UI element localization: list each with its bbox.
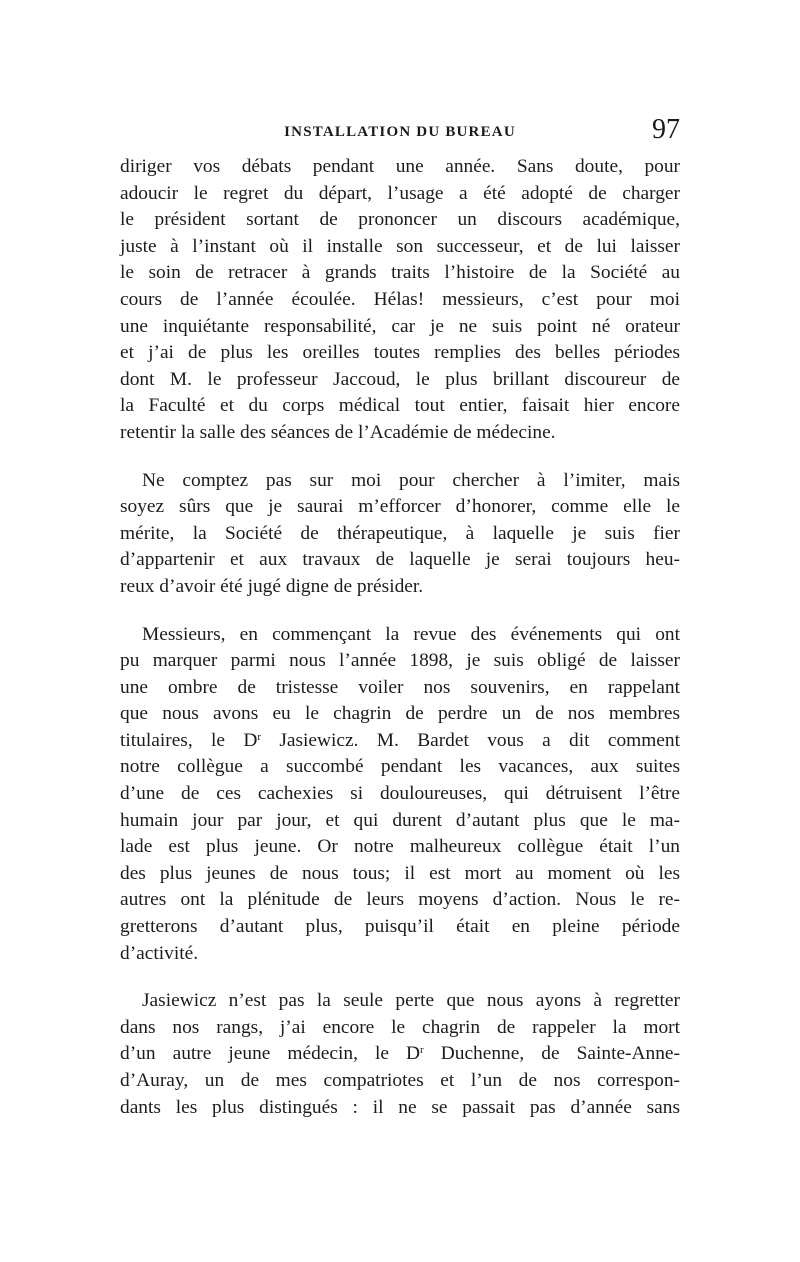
- text-line: que nous avons eu le chagrin de perdre un de nos membres: [120, 703, 680, 725]
- text-line: d’appartenir et aux travaux de laquelle je serai toujours heu-: [120, 549, 680, 571]
- text-line: soyez sûrs que je saurai m’efforcer d’honorer, comme elle le: [120, 496, 680, 518]
- superscript: r: [420, 1044, 424, 1057]
- text-line: reux d’avoir été jugé digne de présider.: [120, 575, 424, 597]
- text-line: des plus jeunes de nous tous; il est mort au moment où les: [120, 862, 680, 884]
- text-line: la Faculté et du corps médical tout entier, faisait hier encore: [120, 395, 680, 417]
- text-line: d’Auray, un de mes compatriotes et l’un de nos correspon-: [120, 1070, 680, 1091]
- text-line: autres ont la plénitude de leurs moyens d’action. Nous le re-: [120, 889, 680, 911]
- text-fragment: titulaires, le D: [120, 729, 258, 751]
- paragraph-3: [120, 622, 680, 968]
- text-line: une ombre de tristesse voiler nos souvenirs, en rappelant: [120, 676, 680, 698]
- text-line: pu marquer parmi nous l’année 1898, je suis obligé de laisser: [120, 650, 680, 672]
- text-line: d’une de ces cachexies si douloureuses, qui détruisent l’être: [120, 783, 680, 805]
- text-line: dants les plus distingués : il ne se passait pas d’année sans: [120, 1096, 680, 1118]
- text-line: juste à l’instant où il installe son successeur, et de lui laisser: [120, 235, 680, 257]
- text-line: le soin de retracer à grands traits l’histoire de la Société au: [120, 262, 680, 284]
- text-line: retentir la salle des séances de l’Académie de médecine.: [120, 421, 556, 443]
- text-line-with-superscript: [120, 1041, 680, 1068]
- text-line: diriger vos débats pendant une année. Sans doute, pour: [120, 156, 680, 177]
- page-number: 97: [652, 114, 680, 145]
- paragraph-4: [120, 988, 680, 1121]
- text-line: le président sortant de prononcer un discours académique,: [120, 209, 680, 231]
- superscript: r: [257, 730, 261, 743]
- text-line: cours de l’année écoulée. Hélas! messieurs, c’est pour moi: [120, 288, 680, 310]
- text-line: humain jour par jour, et qui durent d’autant plus que le ma-: [120, 809, 680, 831]
- text-line: Jasiewicz n’est pas la seule perte que nous ayons à regretter: [142, 990, 680, 1012]
- body-text: [120, 154, 680, 1142]
- running-title: INSTALLATION DU BUREAU: [284, 124, 516, 140]
- text-line: dont M. le professeur Jaccoud, le plus brillant discoureur de: [120, 368, 680, 390]
- text-fragment: Duchenne, de Sainte-Anne-: [440, 1043, 680, 1065]
- text-line-with-superscript: [120, 728, 680, 755]
- text-line: dans nos rangs, j’ai encore le chagrin de rappeler la mort: [120, 1016, 680, 1038]
- text-line: une inquiétante responsabilité, car je ne suis point né orateur: [120, 315, 680, 337]
- text-line: adoucir le regret du départ, l’usage a été adopté de charger: [120, 182, 680, 204]
- text-line: et j’ai de plus les oreilles toutes remplies des belles périodes: [120, 342, 680, 364]
- paragraph-1: [120, 154, 680, 447]
- paragraph-2: [120, 468, 680, 601]
- text-fragment: d’un autre jeune médecin, le D: [120, 1043, 421, 1065]
- text-line: gretterons d’autant plus, puisqu’il était en pleine période: [120, 916, 680, 938]
- text-fragment: Jasiewicz. M. Bardet vous a dit comment: [279, 729, 680, 751]
- text-line: Ne comptez pas sur moi pour chercher à l’imiter, mais: [142, 469, 680, 491]
- text-line: notre collègue a succombé pendant les vacances, aux suites: [120, 756, 680, 778]
- running-head: [120, 112, 680, 152]
- text-line: Messieurs, en commençant la revue des événements qui ont: [142, 623, 680, 645]
- text-line: mérite, la Société de thérapeutique, à laquelle je suis fier: [120, 522, 680, 544]
- text-line: lade est plus jeune. Or notre malheureux collègue était l’un: [120, 836, 680, 858]
- text-line: d’activité.: [120, 942, 199, 964]
